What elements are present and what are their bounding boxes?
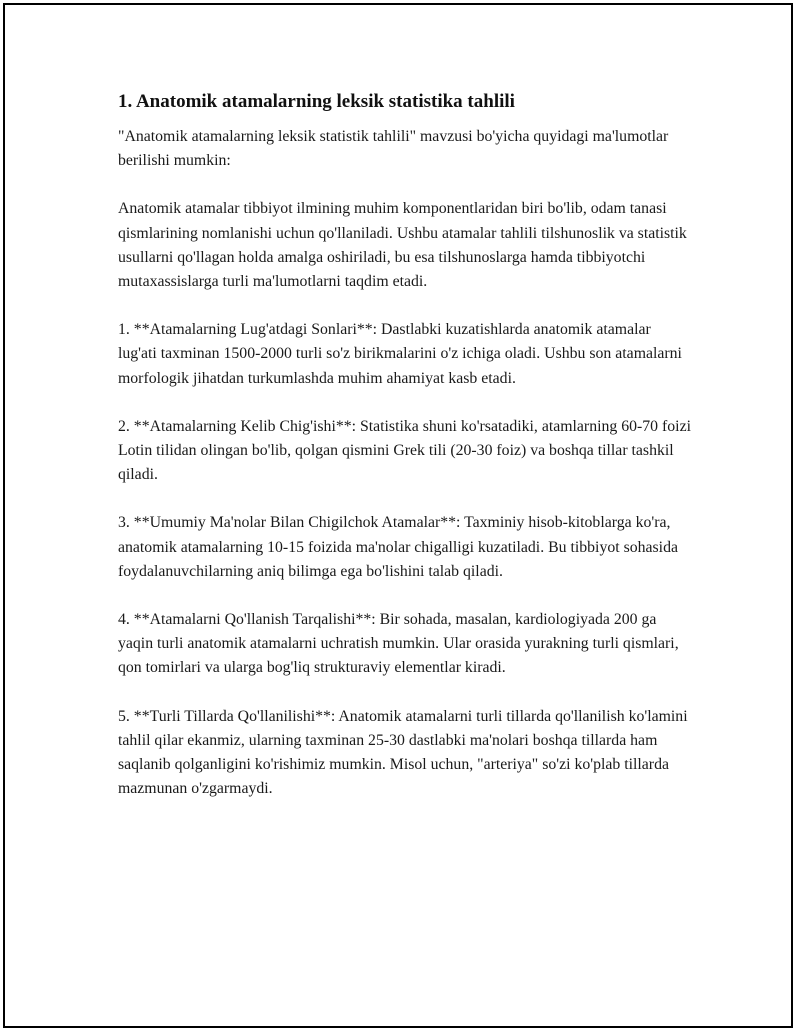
intro-paragraph: "Anatomik atamalarning leksik statistik tahlili" mavzusi bo'yicha quyidagi ma'lumotlar berilishi mumkin: [118,128,669,170]
point-2-paragraph: 2. **Atamalarning Kelib Chig'ishi**: Statistika shuni ko'rsatadiki, atamlarning 60-70 foizi Lotin tilidan olingan bo'lib, qolgan qismini Grek tili (20-30 foiz) va boshqa tillar tashkil qiladi. [118,417,691,484]
overview-paragraph: Anatomik atamalar tibbiyot ilmining muhim komponentlaridan biri bo'lib, odam tanasi qismlarining nomlanishi uchun qo'llaniladi. Ushbu atamalar tahlili tilshunoslik va statistik usullarni qo'llagan holda amalga oshiriladi, bu esa tilshunoslarga hamda tibbiyotchi mutaxassislarga turli ma'lumotlarni taqdim etadi. [118,200,687,291]
point-5-paragraph: 5. **Turli Tillarda Qo'llanilishi**: Anatomik atamalarni turli tillarda qo'llanilish ko'lamini tahlil qilar ekanmiz, ularning taxminan 25-30 dastlabki ma'nolari boshqa tillarda ham saqlanib qolganligini ko'rishimiz mumkin. Misol uchun, "arteriya" so'zi ko'plab tillarda mazmunan o'zgarmaydi. [118,707,688,798]
document-title: 1. Anatomik atamalarning leksik statistika tahlili [118,91,515,112]
point-1-paragraph: 1. **Atamalarning Lug'atdagi Sonlari**: Dastlabki kuzatishlarda anatomik atamalar lug'ati taxminan 1500-2000 turli so'z birikmalarini o'z ichiga oladi. Ushbu son atamalarni morfologik jihatdan turkumlashda muhim ahamiyat kasb etadi. [118,321,682,387]
document-body [118,90,693,825]
point-4-paragraph: 4. **Atamalarni Qo'llanish Tarqalishi**: Bir sohada, masalan, kardiologiyada 200 ga yaqin turli anatomik atamalarni uchratish mumkin. Ular orasida yurakning turli qismlari, qon tomirlari va ularga bog'liq strukturaviy elementlar kiradi. [118,611,679,677]
point-3-paragraph: 3. **Umumiy Ma'nolar Bilan Chigilchok Atamalar**: Taxminiy hisob-kitoblarga ko'ra, anatomik atamalarning 10-15 foizida ma'nolar chigalligi kuzatiladi. Bu tibbiyot sohasida foydalanuvchilarning aniq bilimga ega bo'lishini talab qiladi. [118,514,678,580]
